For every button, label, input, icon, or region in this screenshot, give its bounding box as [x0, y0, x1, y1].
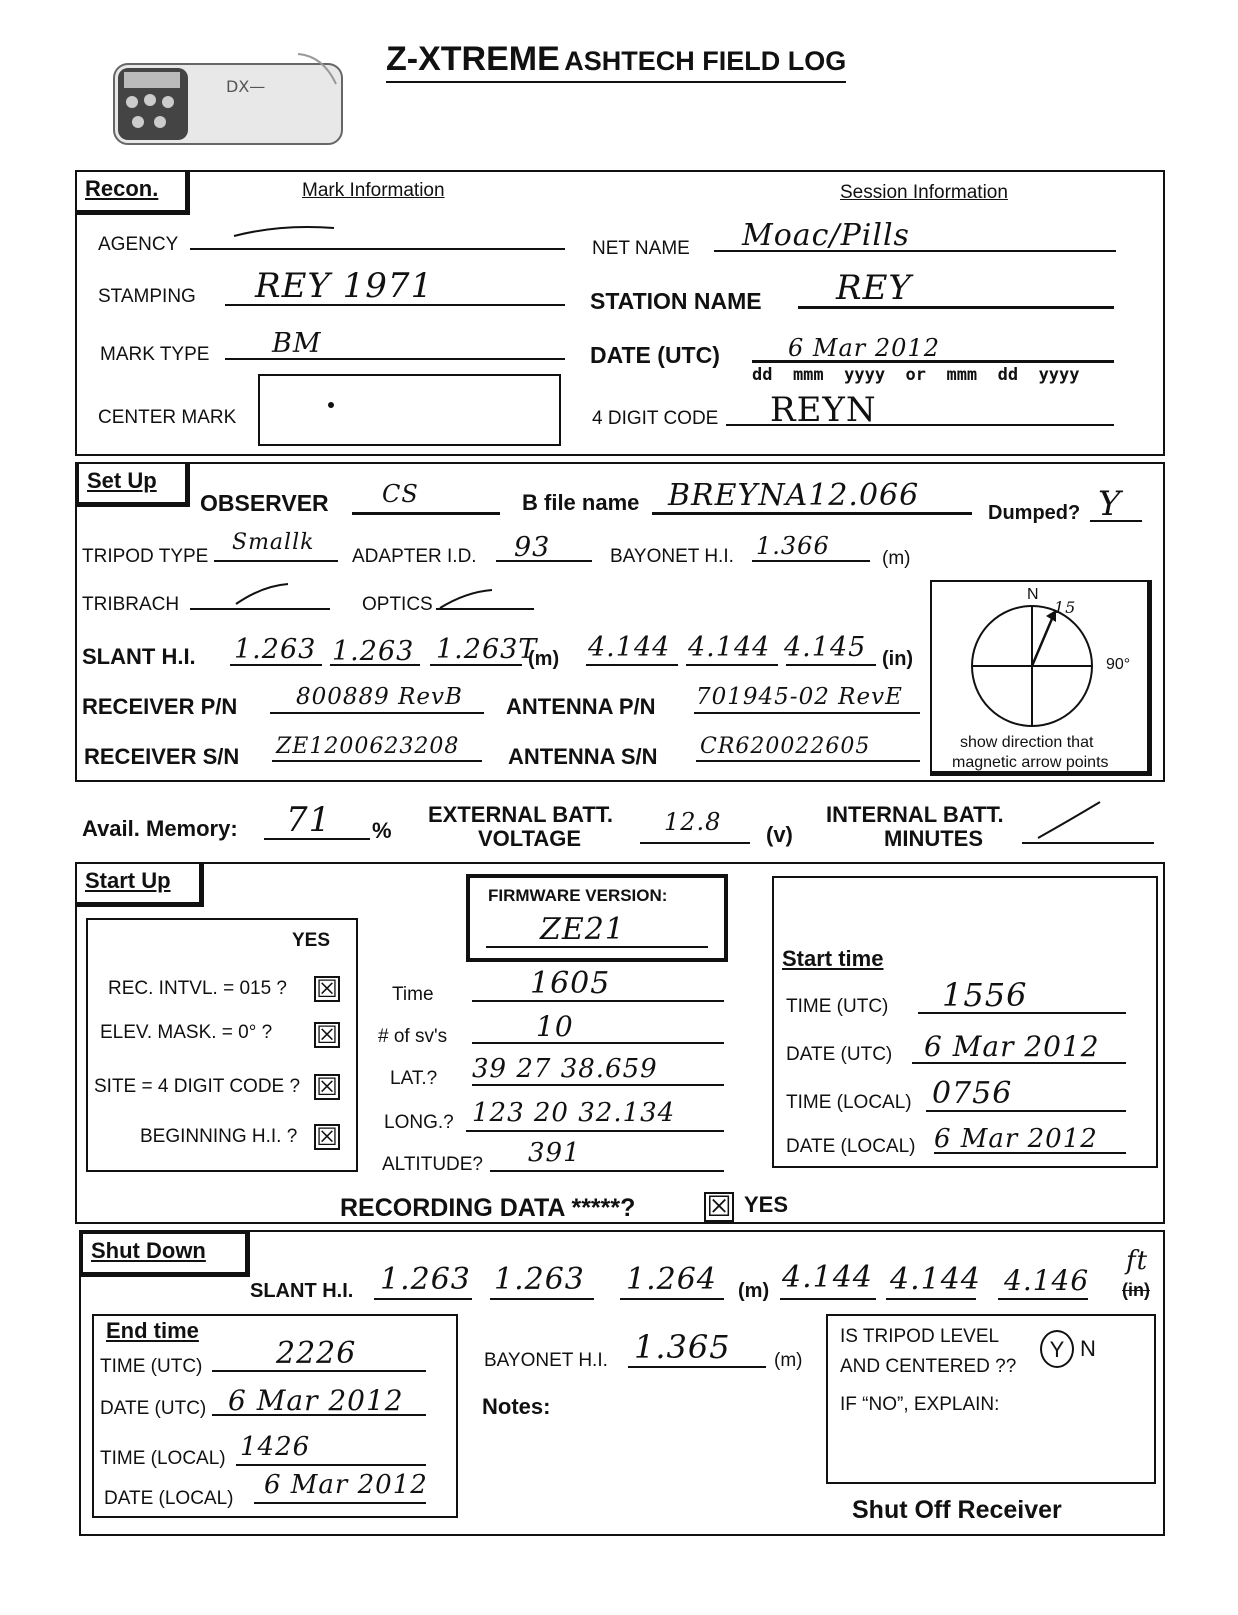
lat-line[interactable] [472, 1084, 724, 1086]
firmware-value: ZE21 [540, 912, 625, 947]
slant-m-value-2: 1.263 [332, 636, 415, 667]
end-local-line[interactable] [236, 1464, 426, 1466]
tribrach-label: TRIBRACH [82, 594, 180, 615]
recording-label: RECORDING DATA *****? [340, 1194, 636, 1222]
tripod-type-line[interactable] [214, 560, 338, 562]
voltage-unit: (v) [766, 822, 793, 847]
shutdown-ft-line-3[interactable] [998, 1298, 1088, 1300]
mark-type-value: BM [272, 328, 322, 359]
explain-label: IF “NO”, EXPLAIN: [840, 1394, 1000, 1415]
tripod-question-1: IS TRIPOD LEVEL [840, 1326, 1000, 1347]
time-value: 1605 [530, 966, 611, 1001]
slant-in-line-1[interactable] [586, 664, 678, 666]
end-utc-label: TIME (UTC) [100, 1356, 203, 1377]
slant-in-line-3[interactable] [786, 664, 876, 666]
receiver-sn-line[interactable] [272, 760, 482, 762]
setup-tab: Set Up [77, 462, 190, 507]
end-time-header: End time [106, 1318, 199, 1343]
slant-m-value-3: 1.263T [436, 634, 538, 665]
date-utc-label: DATE (UTC) [590, 342, 720, 368]
date-format-hint: dd mmm yyyy or mmm dd yyyy [752, 365, 1080, 385]
check-box-hi[interactable]: ☒ [314, 1124, 340, 1150]
ext-batt-value: 12.8 [664, 808, 722, 836]
start-utc-label: TIME (UTC) [786, 996, 889, 1017]
slant-in-value-1: 4.144 [588, 632, 671, 663]
net-name-label: NET NAME [592, 238, 690, 259]
start-date-utc-value: 6 Mar 2012 [924, 1030, 1100, 1063]
compass-caption-2: magnetic arrow points [952, 754, 1109, 771]
shutdown-slant-line-1[interactable] [374, 1298, 472, 1300]
end-date-utc-label: DATE (UTC) [100, 1398, 207, 1419]
memory-unit: % [372, 818, 392, 843]
start-date-local-value: 6 Mar 2012 [934, 1124, 1098, 1154]
agency-line[interactable] [190, 248, 565, 250]
page-title [386, 40, 846, 83]
start-local-value: 0756 [932, 1076, 1013, 1111]
antenna-pn-label: ANTENNA P/N [506, 694, 656, 719]
net-name-value: Moac/Pills [742, 218, 910, 253]
bayonet-unit: (m) [882, 548, 911, 569]
end-date-local-value: 6 Mar 2012 [264, 1470, 428, 1500]
observer-label: OBSERVER [200, 490, 329, 516]
start-date-local-label: DATE (LOCAL) [786, 1136, 916, 1157]
shut-off-receiver: Shut Off Receiver [852, 1496, 1062, 1524]
slant-in-value-2: 4.144 [688, 632, 771, 663]
start-local-label: TIME (LOCAL) [786, 1092, 912, 1113]
ext-batt-label-2: VOLTAGE [478, 826, 582, 851]
recon-tab: Recon. [75, 170, 190, 215]
shutdown-ft-line-1[interactable] [780, 1298, 876, 1300]
dumped-label: Dumped? [988, 502, 1081, 524]
title-rest: ASHTECH FIELD LOG [564, 46, 847, 76]
station-name-label: STATION NAME [590, 288, 762, 314]
shutdown-bayonet-label: BAYONET H.I. [484, 1350, 608, 1371]
observer-line[interactable] [352, 512, 500, 515]
shutdown-slant-m-3: 1.264 [626, 1262, 717, 1297]
start-date-utc-label: DATE (UTC) [786, 1044, 893, 1065]
bfile-value: BREYNA12.066 [668, 478, 920, 513]
stamping-value: REY 1971 [255, 266, 434, 306]
receiver-pn-value: 800889 RevB [296, 684, 463, 710]
agency-dash-mark [230, 222, 340, 242]
altitude-line[interactable] [490, 1170, 724, 1172]
startup-tab: Start Up [75, 862, 204, 907]
title-main: Z-XTREME [386, 40, 560, 78]
slant-m-value-1: 1.263 [234, 634, 317, 665]
start-utc-value: 1556 [942, 976, 1028, 1014]
check-label-interval: REC. INTVL. = 015 ? [108, 978, 287, 999]
shutdown-ft-line-2[interactable] [886, 1298, 976, 1300]
agency-label: AGENCY [98, 234, 179, 255]
session-info-heading: Session Information [840, 182, 1008, 203]
antenna-sn-line[interactable] [696, 760, 920, 762]
code-label: 4 DIGIT CODE [592, 408, 719, 429]
check-label-site: SITE = 4 DIGIT CODE ? [94, 1076, 301, 1097]
ext-batt-label-1: EXTERNAL BATT. [428, 802, 613, 827]
firmware-label: FIRMWARE VERSION: [488, 886, 668, 905]
lat-label: LAT.? [390, 1068, 438, 1089]
receiver-pn-line[interactable] [270, 712, 484, 714]
antenna-sn-value: CR620022605 [700, 734, 871, 759]
compass-rose-icon[interactable] [966, 600, 1106, 730]
station-name-value: REY [836, 268, 912, 308]
shutdown-bayonet-value: 1.365 [634, 1328, 731, 1366]
receiver-pn-label: RECEIVER P/N [82, 694, 238, 719]
tripod-no-option[interactable]: N [1080, 1336, 1096, 1361]
receiver-illustration [108, 44, 358, 154]
ext-batt-line[interactable] [640, 842, 750, 844]
notes-label: Notes: [482, 1394, 551, 1419]
shutdown-slant-m-2: 1.263 [494, 1262, 585, 1297]
bayonet-value: 1.366 [756, 532, 830, 560]
center-mark-label: CENTER MARK [98, 407, 237, 428]
long-label: LONG.? [384, 1112, 454, 1133]
shutdown-slant-ft-1: 4.144 [782, 1260, 873, 1295]
slant-in-value-3: 4.145 [784, 632, 867, 663]
long-line[interactable] [466, 1130, 724, 1132]
shutdown-slant-ft-3: 4.146 [1004, 1264, 1090, 1297]
tripod-yes-option[interactable]: Y [1040, 1330, 1074, 1368]
yes-header: YES [292, 930, 331, 951]
code-value: REYN [770, 390, 877, 430]
bayonet-label: BAYONET H.I. [610, 546, 734, 567]
memory-label: Avail. Memory: [82, 816, 238, 841]
tripod-type-value: Smallk [232, 530, 315, 555]
adapter-label: ADAPTER I.D. [352, 546, 477, 567]
shutdown-tab: Shut Down [81, 1232, 250, 1277]
shutdown-ft-label: ft [1126, 1246, 1149, 1276]
center-mark-box[interactable] [258, 374, 561, 446]
bayonet-line[interactable] [752, 560, 870, 562]
receiver-sn-label: RECEIVER S/N [84, 744, 240, 769]
slant-in-line-2[interactable] [686, 664, 778, 666]
adapter-value: 93 [514, 532, 551, 563]
end-local-value: 1426 [240, 1432, 311, 1462]
slant-hi-label: SLANT H.I. [82, 644, 196, 669]
antenna-pn-value: 701945-02 RevE [696, 684, 903, 710]
check-box-site[interactable]: ☒ [314, 1074, 340, 1100]
shutdown-slant-line-3[interactable] [620, 1298, 724, 1300]
sv-value: 10 [536, 1010, 574, 1043]
end-utc-value: 2226 [276, 1336, 357, 1371]
start-time-header: Start time [782, 946, 884, 971]
int-batt-label-2: MINUTES [884, 826, 983, 851]
observer-value: CS [382, 480, 419, 508]
check-label-elev: ELEV. MASK. = 0° ? [100, 1022, 273, 1043]
slant-in-unit: (in) [882, 648, 914, 670]
receiver-sn-value: ZE1200623208 [276, 734, 460, 759]
center-mark-dot [328, 402, 334, 408]
sv-line[interactable] [472, 1042, 724, 1044]
int-batt-dash-mark [1034, 798, 1104, 844]
sv-label: # of sv's [378, 1026, 448, 1047]
mark-info-heading: Mark Information [302, 180, 445, 201]
shutdown-slant-line-2[interactable] [490, 1298, 594, 1300]
optics-dash-mark [436, 586, 496, 612]
tripod-type-label: TRIPOD TYPE [82, 546, 209, 567]
end-local-label: TIME (LOCAL) [100, 1448, 226, 1469]
int-batt-label-1: INTERNAL BATT. [826, 802, 1004, 827]
slant-m-unit: (m) [528, 648, 560, 670]
tripod-question-2: AND CENTERED ?? [840, 1356, 1017, 1377]
svg-text:DX—: DX— [226, 77, 266, 96]
tribrach-dash-mark [232, 580, 292, 610]
shutdown-slant-m-1: 1.263 [380, 1262, 471, 1297]
optics-label: OPTICS [362, 594, 433, 615]
altitude-value: 391 [528, 1138, 581, 1168]
antenna-pn-line[interactable] [694, 712, 920, 714]
compass-90-label: 90° [1106, 656, 1131, 673]
end-date-local-label: DATE (LOCAL) [104, 1488, 234, 1509]
dumped-value: Y [1098, 484, 1122, 524]
check-label-hi: BEGINNING H.I. ? [140, 1126, 298, 1147]
memory-value: 71 [286, 800, 332, 840]
date-utc-value: 6 Mar 2012 [788, 334, 940, 362]
stamping-label: STAMPING [98, 286, 196, 307]
check-box-interval[interactable]: ☒ [314, 976, 340, 1002]
end-date-utc-value: 6 Mar 2012 [228, 1384, 404, 1417]
compass-n-label: N [1027, 586, 1039, 603]
long-value: 123 20 32.134 [472, 1098, 676, 1128]
end-date-local-line[interactable] [254, 1502, 426, 1504]
shutdown-bayonet-unit: (m) [774, 1350, 803, 1371]
bfile-label: B file name [522, 490, 640, 515]
altitude-label: ALTITUDE? [382, 1154, 484, 1175]
shutdown-in-label: (in) [1122, 1280, 1150, 1300]
lat-value: 39 27 38.659 [472, 1054, 658, 1084]
shutdown-bayonet-line[interactable] [628, 1366, 766, 1368]
antenna-sn-label: ANTENNA S/N [508, 744, 658, 769]
compass-angle-value: 15 [1054, 598, 1077, 617]
recording-yes: YES [744, 1192, 789, 1217]
check-box-elev[interactable]: ☒ [314, 1022, 340, 1048]
compass-caption-1: show direction that [960, 734, 1094, 751]
recording-check[interactable]: ☒ [704, 1192, 734, 1222]
shutdown-slant-ft-2: 4.144 [890, 1262, 981, 1297]
time-label: Time [392, 984, 434, 1005]
shutdown-m-unit: (m) [738, 1280, 770, 1302]
shutdown-slant-label: SLANT H.I. [250, 1280, 354, 1302]
mark-type-label: MARK TYPE [100, 344, 210, 365]
